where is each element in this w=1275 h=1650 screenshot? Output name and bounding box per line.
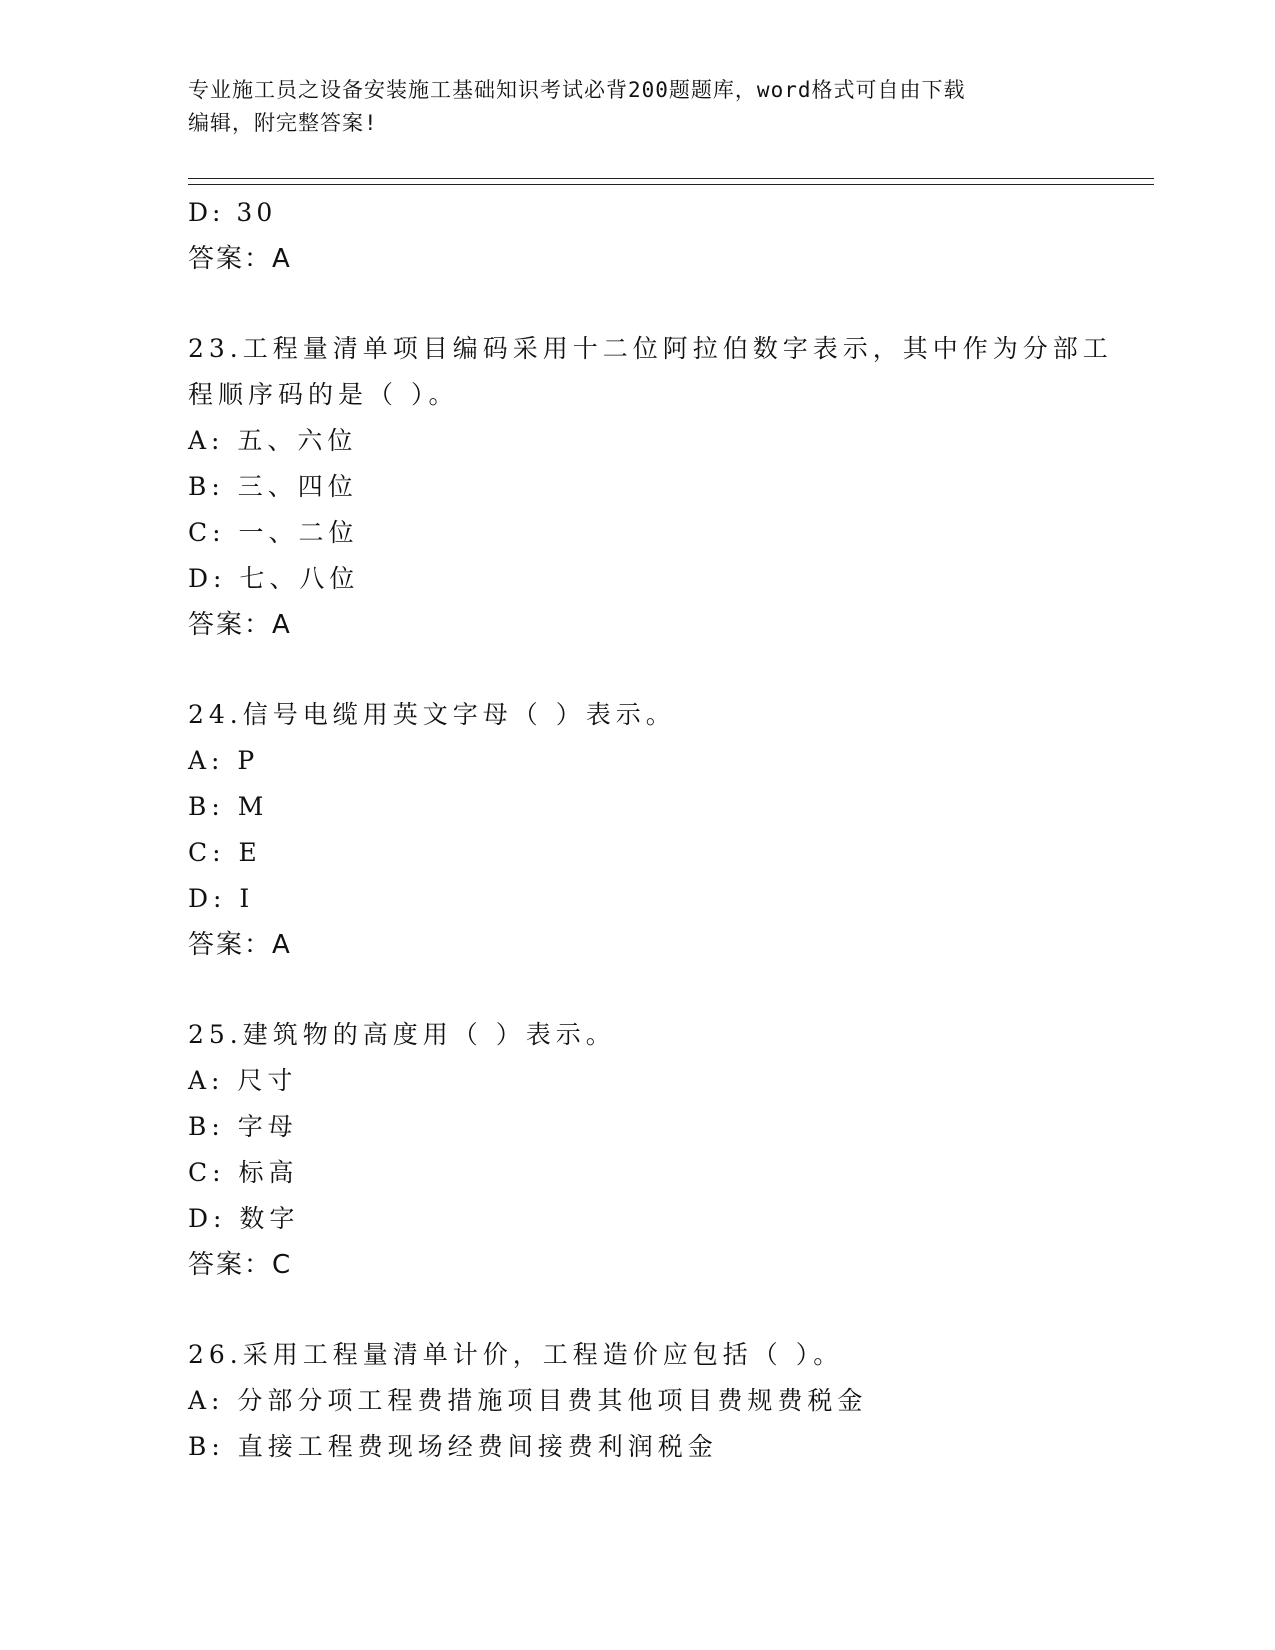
question-25 [188,1012,1148,1288]
header-divider-top [188,178,1154,179]
option-a: A: 五、六位 [188,426,358,455]
question-stem: 25.建筑物的高度用（ ）表示。 [188,1020,616,1049]
header-title-line-2: 编辑，附完整答案! [188,111,378,135]
option-d: D: 数字 [188,1204,300,1233]
question-list [188,190,1148,1470]
option-a: A: P [188,746,260,775]
question-24 [188,692,1148,968]
option-c: C: 一、二位 [188,518,359,547]
option-b: B: 直接工程费现场经费间接费利润税金 [188,1432,718,1461]
question-22-partial [188,190,1148,282]
answer-line: 答案：C [188,1250,293,1280]
option-d: D: 30 [188,198,277,227]
question-stem: 23.工程量清单项目编码采用十二位阿拉伯数字表示，其中作为分部工 [188,334,1113,363]
question-stem: 24.信号电缆用英文字母（ ）表示。 [188,700,676,729]
option-b: B: M [188,792,269,821]
answer-line: 答案：A [188,244,292,274]
question-23 [188,326,1148,648]
option-d: D: 七、八位 [188,564,360,593]
question-stem: 程顺序码的是（ ）。 [188,380,459,409]
document-header [188,74,1088,140]
option-a: A: 尺寸 [188,1066,298,1095]
header-divider-bottom [188,184,1154,185]
option-b: B: 字母 [188,1112,298,1141]
question-stem: 26.采用工程量清单计价，工程造价应包括（ ）。 [188,1340,844,1369]
option-b: B: 三、四位 [188,472,358,501]
question-26 [188,1332,1148,1470]
answer-line: 答案：A [188,610,292,640]
header-title-line-1: 专业施工员之设备安装施工基础知识考试必背200题题库，word格式可自由下载 [188,78,966,102]
option-a: A: 分部分项工程费措施项目费其他项目费规费税金 [188,1386,868,1415]
option-d: D: I [188,884,255,913]
answer-line: 答案：A [188,930,292,960]
option-c: C: E [188,838,262,867]
option-c: C: 标高 [188,1158,299,1187]
